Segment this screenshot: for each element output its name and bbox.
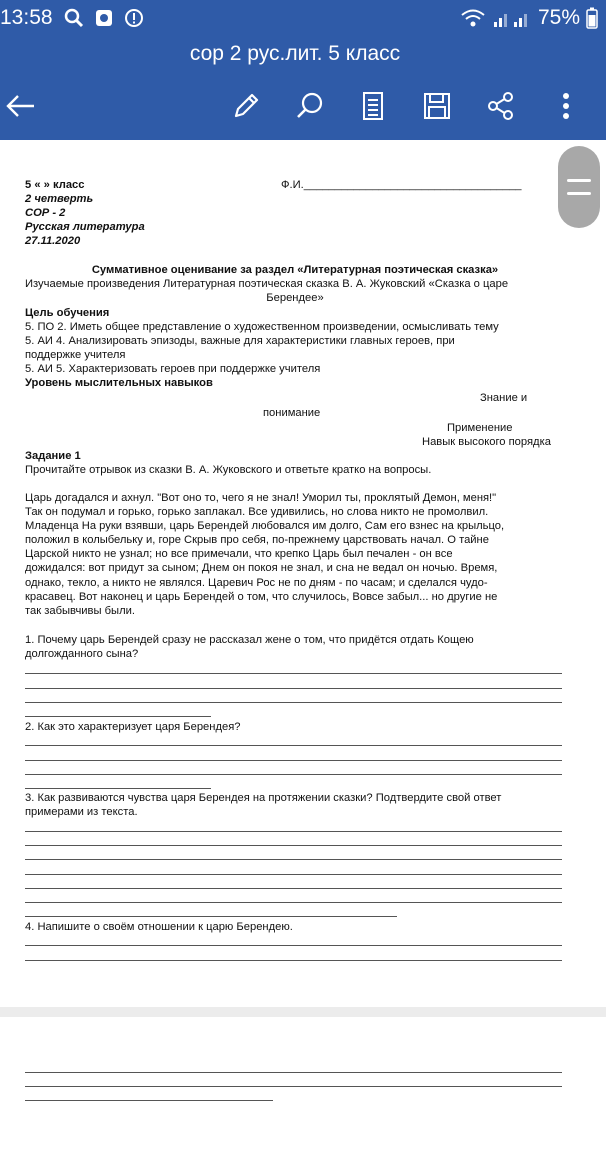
goal-1: 5. ПО 2. Иметь общее представление о художественном произведении, осмысливать тему bbox=[25, 321, 499, 333]
document-page bbox=[0, 140, 606, 1007]
subtitle-line-2: Берендее» bbox=[266, 292, 324, 304]
answer-line bbox=[25, 902, 562, 903]
answer-line bbox=[25, 688, 562, 689]
goals-heading: Цель обучения bbox=[25, 307, 110, 319]
answer-line bbox=[25, 774, 562, 775]
document-heading: Суммативное оценивание за раздел «Литературная поэтическая сказка» bbox=[91, 264, 499, 276]
search-icon bbox=[295, 91, 325, 121]
passage-line: Так он подумал и горько, горько заплакал. Все удивились, но слова никто не промолвил. bbox=[25, 506, 489, 518]
answer-line bbox=[25, 1086, 562, 1087]
date: 27.11.2020 bbox=[25, 235, 81, 247]
reading-view-button[interactable] bbox=[353, 86, 393, 126]
class-line: 5 « » класс bbox=[25, 179, 85, 191]
battery-icon bbox=[586, 7, 598, 29]
document-page-2 bbox=[0, 1017, 606, 1157]
passage-line: дожидался: вот придут за сыном; Днем он покоя не знал, и сна не ведал он ночью. Время, bbox=[25, 562, 498, 574]
save-button[interactable] bbox=[417, 86, 457, 126]
edit-button[interactable] bbox=[226, 86, 266, 126]
battery-percent: 75% bbox=[537, 6, 580, 29]
answer-line bbox=[25, 716, 211, 717]
alert-notification-icon bbox=[124, 8, 144, 28]
answer-line bbox=[25, 874, 562, 875]
pencil-icon bbox=[231, 91, 261, 121]
answer-line bbox=[25, 888, 562, 889]
answer-line bbox=[25, 1100, 273, 1101]
question-3-cont: примерами из текста. bbox=[25, 806, 138, 818]
question-3: 3. Как развиваются чувства царя Берендея на протяжении сказки? Подтвердите свой ответ bbox=[25, 792, 502, 804]
question-1-cont: долгожданного сына? bbox=[25, 648, 139, 660]
back-arrow-icon bbox=[5, 94, 35, 118]
passage-line: положил в колыбельку и, горе Скрыв про себя, по-прежнему царствовать начал. О тайне bbox=[25, 534, 489, 546]
answer-line bbox=[25, 702, 562, 703]
scroll-handle[interactable] bbox=[558, 146, 600, 228]
sor-label: СОР - 2 bbox=[25, 207, 66, 219]
subtitle-line-1: Изучаемые произведения Литературная поэтическая сказка В. А. Жуковский «Сказка о царе bbox=[25, 278, 509, 290]
subject: Русская литература bbox=[25, 221, 145, 233]
save-icon bbox=[422, 91, 452, 121]
level-knowledge: Знание и bbox=[480, 392, 528, 404]
app-bar bbox=[0, 38, 606, 140]
passage-line: однако, текло, а никто не являлся. Царевич Рос не по дням - по часам; и сделался чудо- bbox=[25, 577, 488, 589]
answer-line bbox=[25, 788, 211, 789]
task-heading: Задание 1 bbox=[25, 450, 81, 462]
level-higher-order: Навык высокого порядка bbox=[422, 436, 551, 448]
app-notification-icon bbox=[94, 8, 114, 28]
question-1: 1. Почему царь Берендей сразу не рассказал жене о том, что придётся отдать Кощею bbox=[25, 634, 474, 646]
share-icon bbox=[486, 91, 516, 121]
answer-line bbox=[25, 960, 562, 961]
search-notification-icon bbox=[64, 8, 84, 28]
answer-line bbox=[25, 916, 397, 917]
level-understanding: понимание bbox=[263, 407, 321, 419]
passage-line: красавец. Вот наконец и царь Берендей о том, что случилось, Вовсе забыл... но другие не bbox=[25, 591, 498, 603]
goal-2: 5. АИ 4. Анализировать эпизоды, важные для характеристики главных героев, при bbox=[25, 335, 455, 347]
more-vertical-icon bbox=[561, 91, 571, 121]
status-bar bbox=[0, 0, 606, 38]
search-button[interactable] bbox=[290, 86, 330, 126]
share-button[interactable] bbox=[481, 86, 521, 126]
answer-line bbox=[25, 1072, 562, 1073]
passage-line: Царской никто не узнал; но все примечали, что крепко Царь был печален - он все bbox=[25, 548, 453, 560]
answer-line bbox=[25, 845, 562, 846]
answer-line bbox=[25, 760, 562, 761]
status-time: 13:58 bbox=[0, 6, 53, 29]
goal-2-cont: поддержке учителя bbox=[25, 349, 126, 361]
quarter: 2 четверть bbox=[25, 193, 94, 205]
back-button[interactable] bbox=[0, 86, 40, 126]
more-options-button[interactable] bbox=[546, 86, 586, 126]
answer-line bbox=[25, 831, 562, 832]
answer-line bbox=[25, 859, 562, 860]
answer-line bbox=[25, 745, 562, 746]
question-4: 4. Напишите о своём отношении к царю Берендею. bbox=[25, 921, 293, 933]
reading-view-icon bbox=[361, 91, 385, 121]
level-heading: Уровень мыслительных навыков bbox=[25, 377, 213, 389]
passage-line: Младенца На руки взявши, царь Берендей любовался им долго, Сам его взнес на крыльцо, bbox=[25, 520, 505, 532]
answer-line bbox=[25, 673, 562, 674]
question-2: 2. Как это характеризует царя Берендея? bbox=[25, 721, 241, 733]
signal-icon bbox=[492, 8, 532, 28]
fio-line: Ф.И.___________________________________ bbox=[281, 179, 522, 191]
level-application: Применение bbox=[447, 422, 513, 434]
task-intro: Прочитайте отрывок из сказки В. А. Жуковского и ответьте кратко на вопросы. bbox=[25, 464, 432, 476]
document-title: сор 2 рус.лит. 5 класс bbox=[189, 42, 401, 65]
passage-line: так забывчивы были. bbox=[25, 605, 135, 617]
goal-3: 5. АИ 5. Характеризовать героев при поддержке учителя bbox=[25, 363, 321, 375]
answer-line bbox=[25, 945, 562, 946]
wifi-icon bbox=[460, 8, 486, 28]
passage-line: Царь догадался и ахнул. "Вот оно то, чего я не знал! Уморил ты, проклятый Демон, меня!" bbox=[25, 492, 497, 504]
